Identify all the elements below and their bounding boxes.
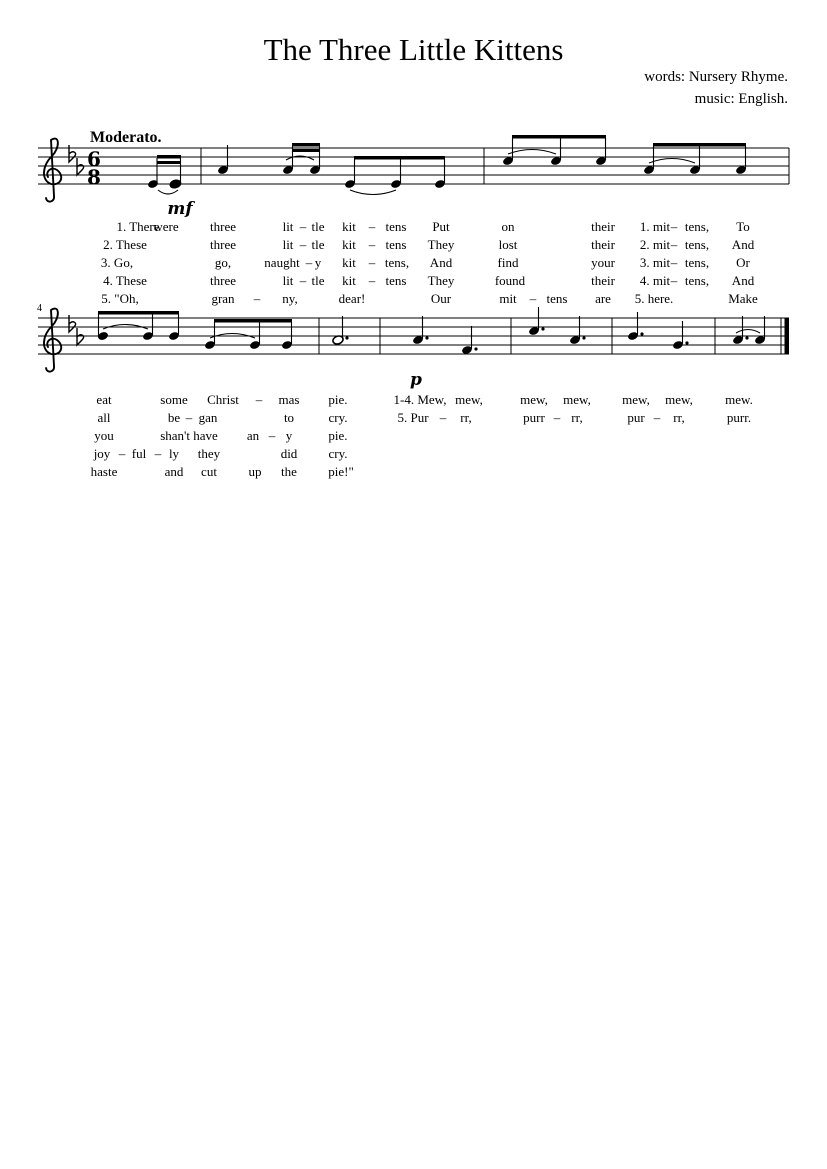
lyric-syllable: 2. These: [103, 237, 147, 252]
lyric-syllable: their: [591, 219, 615, 234]
svg-text:6: 6: [87, 147, 101, 171]
lyric-syllable: and: [164, 464, 184, 479]
lyric-hyphen: –: [670, 255, 678, 270]
lyric-hyphen: –: [299, 237, 307, 252]
tempo-marking: Moderato.: [90, 129, 162, 146]
lyric-hyphen: –: [368, 255, 376, 270]
lyric-syllable: 1. mit: [639, 219, 671, 234]
lyric-syllable: tens: [385, 273, 407, 288]
lyric-syllable: ful: [131, 446, 147, 461]
lyric-syllable: purr: [523, 410, 545, 425]
lyric-syllable: ly: [168, 446, 180, 461]
lyric-syllable: tens,: [684, 273, 710, 288]
flat-icon: [77, 328, 84, 345]
flat-icon: [77, 158, 84, 175]
lyric-hyphen: –: [118, 446, 126, 461]
lyric-syllable: Our: [430, 291, 452, 306]
lyric-hyphen: –: [299, 273, 307, 288]
lyric-hyphen: –: [670, 237, 678, 252]
lyric-syllable: To: [736, 219, 750, 234]
lyric-syllable: mew,: [520, 392, 548, 407]
lyric-syllable: lit: [282, 237, 294, 252]
lyric-syllable: They: [427, 237, 455, 252]
lyric-syllable: pie.: [328, 392, 348, 407]
dynamic-p: p: [410, 370, 422, 390]
lyric-syllable: 3. Go,: [100, 255, 134, 270]
lyric-syllable: an: [246, 428, 260, 443]
lyric-hyphen: –: [670, 273, 678, 288]
lyric-syllable: cry.: [328, 410, 348, 425]
lyric-syllable: their: [591, 237, 615, 252]
lyric-syllable: be: [167, 410, 181, 425]
lyric-syllable: 5. here.: [634, 291, 674, 306]
lyric-hyphen: –: [653, 410, 661, 425]
lyric-syllable: purr.: [726, 410, 752, 425]
lyric-syllable: naught: [264, 255, 300, 270]
lyric-syllable: 5. "Oh,: [101, 291, 139, 306]
lyric-syllable: eat: [96, 392, 112, 407]
words-credit: words: Nursery Rhyme.: [644, 69, 788, 85]
lyric-syllable: lost: [498, 237, 518, 252]
lyric-syllable: up: [248, 464, 262, 479]
lyric-syllable: tle: [311, 219, 325, 234]
lyric-syllable: mit: [499, 291, 517, 306]
lyric-syllable: three: [210, 237, 236, 252]
lyric-hyphen: –: [368, 273, 376, 288]
lyric-syllable: to: [283, 410, 295, 425]
lyric-syllable: find: [497, 255, 519, 270]
lyric-syllable: found: [494, 273, 526, 288]
staff-system-1: [38, 135, 789, 202]
lyric-syllable: 2. mit: [639, 237, 671, 252]
lyric-syllable: y: [314, 255, 322, 270]
svg-text:8: 8: [87, 165, 101, 189]
lyric-syllable: gan: [198, 410, 218, 425]
lyric-syllable: cry.: [328, 446, 348, 461]
lyric-syllable: tle: [311, 273, 325, 288]
lyric-syllable: mew,: [665, 392, 693, 407]
lyric-syllable: Or: [736, 255, 750, 270]
lyric-syllable: And: [731, 273, 755, 288]
lyric-syllable: Put: [432, 219, 450, 234]
lyric-syllable: lit: [282, 219, 294, 234]
music-credit: music: English.: [694, 91, 788, 107]
lyric-syllable: joy: [93, 446, 111, 461]
lyric-syllable: 4. mit: [639, 273, 671, 288]
lyric-hyphen: –: [368, 237, 376, 252]
lyric-syllable: They: [427, 273, 455, 288]
lyric-hyphen: –: [305, 255, 313, 270]
lyric-syllable: did: [280, 446, 298, 461]
lyric-syllable: are: [595, 291, 611, 306]
lyric-syllable: they: [197, 446, 221, 461]
lyric-syllable: on: [501, 219, 515, 234]
lyric-syllable: cut: [201, 464, 217, 479]
lyric-syllable: were: [153, 219, 179, 234]
lyric-hyphen: –: [553, 410, 561, 425]
lyric-syllable: ny,: [282, 291, 298, 306]
lyric-syllable: tens,: [384, 255, 410, 270]
lyric-syllable: kit: [342, 273, 356, 288]
lyric-syllable: kit: [342, 219, 356, 234]
lyric-syllable: tens,: [684, 219, 710, 234]
lyric-syllable: pie!": [328, 464, 354, 479]
staff-system-2: [38, 307, 789, 372]
lyric-hyphen: –: [255, 392, 263, 407]
lyric-syllable: kit: [342, 237, 356, 252]
lyric-syllable: rr,: [460, 410, 472, 425]
lyric-syllable: mew,: [455, 392, 483, 407]
lyric-syllable: their: [591, 273, 615, 288]
lyric-syllable: 5. Pur: [397, 410, 429, 425]
lyric-syllable: haste: [90, 464, 118, 479]
lyric-syllable: mew,: [622, 392, 650, 407]
lyric-syllable: all: [97, 410, 111, 425]
lyric-syllable: go,: [214, 255, 232, 270]
time-signature: [87, 147, 101, 189]
lyric-syllable: 1. There: [116, 219, 160, 234]
lyric-syllable: tens: [546, 291, 568, 306]
lyric-syllable: shan't have: [160, 428, 218, 443]
lyric-syllable: rr,: [673, 410, 685, 425]
lyric-syllable: your: [591, 255, 615, 270]
lyric-syllable: 1-4. Mew,: [393, 392, 447, 407]
lyric-syllable: 4. These: [103, 273, 147, 288]
lyric-syllable: mew.: [725, 392, 753, 407]
lyric-syllable: you: [94, 428, 114, 443]
lyric-hyphen: –: [299, 219, 307, 234]
lyric-syllable: three: [210, 273, 236, 288]
lyric-syllable: tle: [311, 237, 325, 252]
lyric-syllable: tens: [385, 237, 407, 252]
lyric-syllable: Make: [728, 291, 758, 306]
dynamic-mf: mf: [167, 199, 193, 219]
lyric-syllable: pie.: [328, 428, 348, 443]
lyric-syllable: tens: [385, 219, 407, 234]
lyric-hyphen: –: [268, 428, 276, 443]
measure-number: 4: [37, 303, 42, 314]
lyric-syllable: rr,: [571, 410, 583, 425]
lyric-hyphen: –: [185, 410, 193, 425]
lyric-syllable: Christ: [207, 392, 239, 407]
lyric-syllable: the: [281, 464, 297, 479]
lyric-hyphen: –: [439, 410, 447, 425]
lyric-syllable: gran: [211, 291, 235, 306]
lyric-syllable: tens,: [684, 237, 710, 252]
lyric-syllable: pur: [627, 410, 645, 425]
lyric-hyphen: –: [368, 219, 376, 234]
lyric-hyphen: –: [154, 446, 162, 461]
lyric-syllable: some: [160, 392, 188, 407]
lyric-syllable: y: [285, 428, 293, 443]
song-title: The Three Little Kittens: [263, 32, 564, 67]
lyric-syllable: 3. mit: [639, 255, 671, 270]
final-barline: [785, 318, 790, 354]
lyric-syllable: mew,: [563, 392, 591, 407]
lyric-syllable: three: [210, 219, 236, 234]
lyric-hyphen: –: [670, 219, 678, 234]
lyric-syllable: tens,: [684, 255, 710, 270]
lyric-hyphen: –: [529, 291, 537, 306]
lyric-syllable: dear!: [338, 291, 366, 306]
lyric-hyphen: –: [253, 291, 261, 306]
lyric-syllable: mas: [278, 392, 300, 407]
lyric-syllable: kit: [342, 255, 356, 270]
lyric-syllable: lit: [282, 273, 294, 288]
lyric-syllable: And: [731, 237, 755, 252]
lyric-syllable: And: [429, 255, 453, 270]
